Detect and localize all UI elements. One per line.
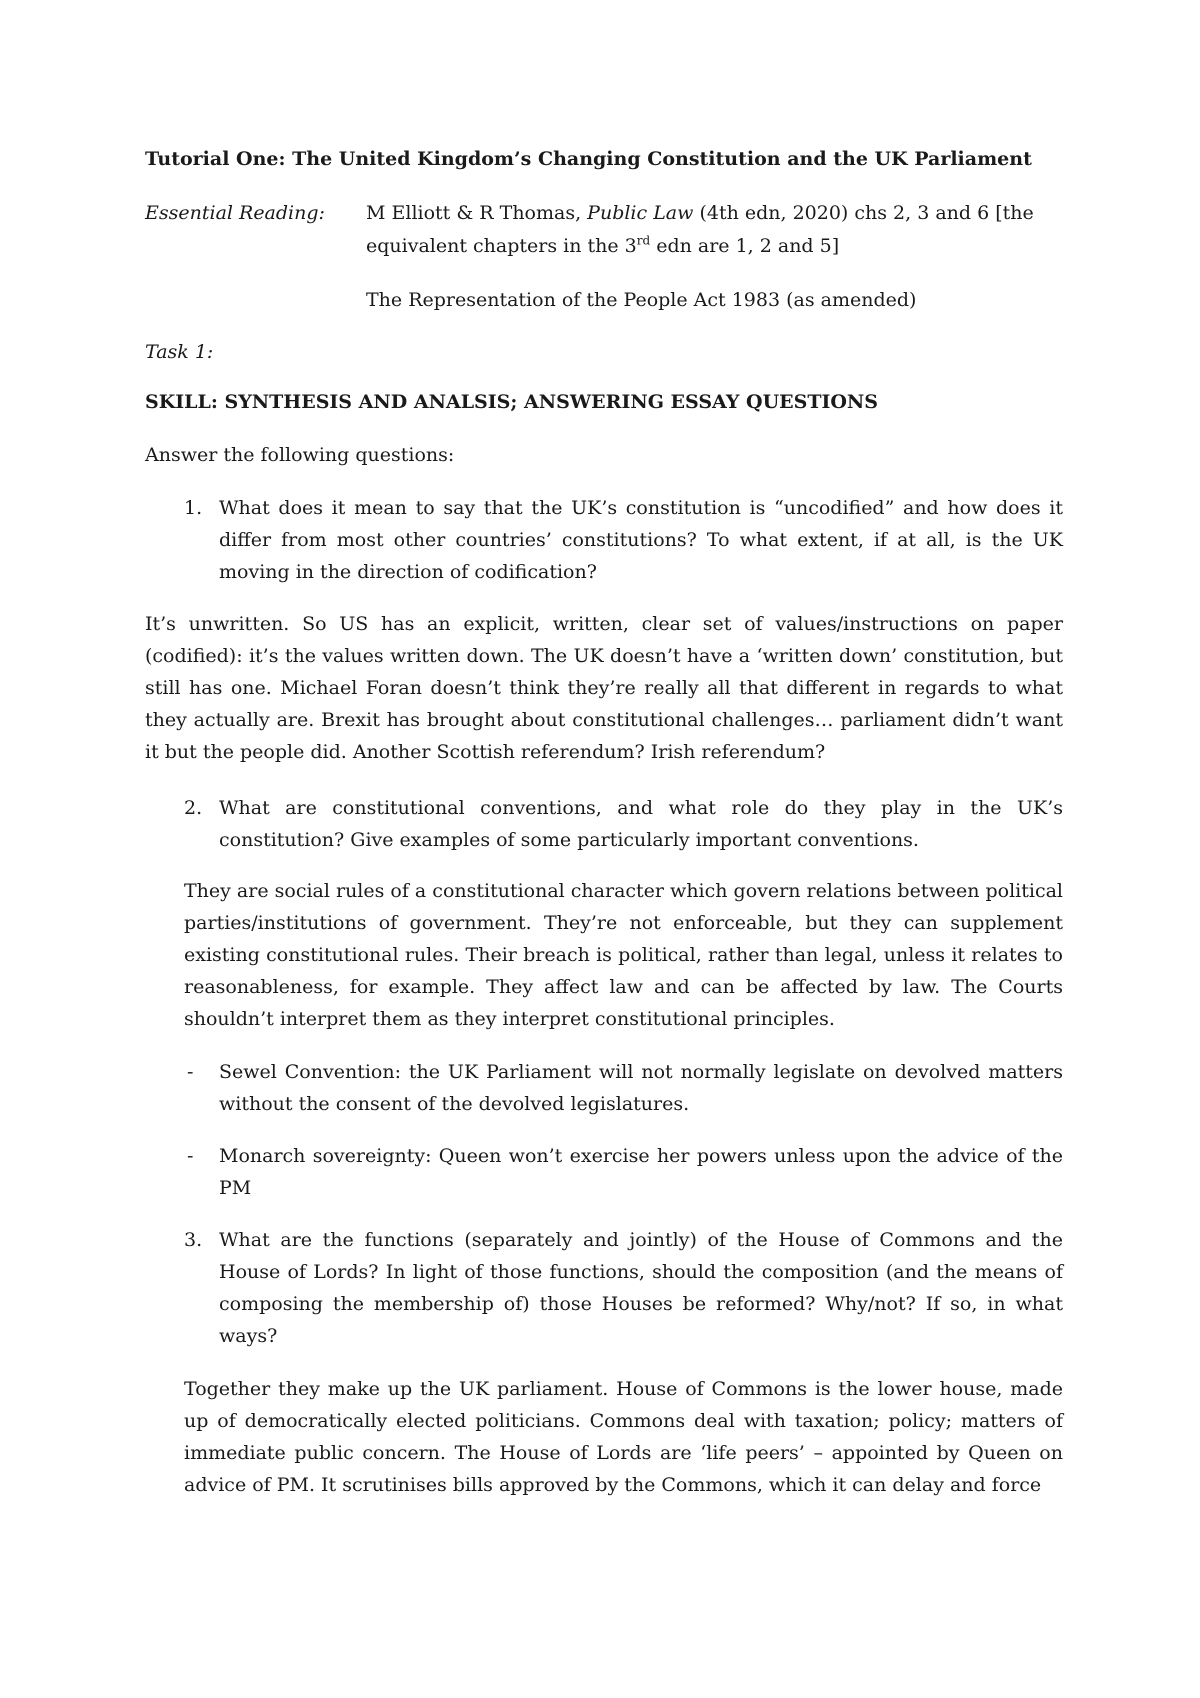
question-3-text: What are the functions (separately and jointly) of the House of Commons and the House of Lords? In light of those functions, should the composition (and the means of composing the membership of) those Houses be reformed? Why/not? If so, in what ways? — [219, 1229, 1063, 1347]
reading-ref-line2-a: equivalent chapters in the 3 — [366, 235, 637, 257]
question-2-number: 2. — [184, 797, 203, 819]
question-2-text: What are constitutional conventions, and what role do they play in the UK’s constitution? Give examples of some particularly important conventions. — [219, 797, 1063, 851]
answer-2-text: They are social rules of a constitutional character which govern relations between political parties/institutions of government. They’re not enforceable, but they can supplement existing constitutional rules. Their breach is political, rather than legal, unless it relates to reasonableness, for example. They affect law and can be affected by law. The Courts shouldn’t interpret them as they interpret constitutional principles. — [184, 880, 1063, 1030]
task-label: Task 1: — [145, 341, 214, 363]
reading-ref-sup: rd — [636, 233, 651, 248]
question-1-text: What does it mean to say that the UK’s constitution is “uncodified” and how does it differ from most other countries’ constitutions? To what extent, if at all, is the UK moving in the direction of codification? — [219, 497, 1063, 583]
reading-act: The Representation of the People Act 1983 (as amended) — [366, 289, 917, 311]
reading-ref-suffix: (4th edn, 2020) chs 2, 3 and 6 [the — [693, 202, 1034, 224]
reading-ref-prefix: M Elliott & R Thomas, — [366, 202, 588, 224]
reading-ref-line2-b: edn are 1, 2 and 5] — [650, 235, 840, 257]
bullet-2-marker: - — [187, 1145, 194, 1167]
bullet-1-text: Sewel Convention: the UK Parliament will not normally legislate on devolved matters without the consent of the devolved legislatures. — [219, 1061, 1063, 1115]
reading-ref-book: Public Law — [587, 202, 694, 224]
skill-heading: SKILL: SYNTHESIS AND ANALSIS; ANSWERING ESSAY QUESTIONS — [145, 391, 879, 413]
answer-3-text: Together they make up the UK parliament. House of Commons is the lower house, made up of democratically elected politicians. Commons deal with taxation; policy; matters of immediate public concern. The House of Lords are ‘life peers’ – appointed by Queen on advice of PM. It scrutinises bills approved by the Commons, which it can delay and force — [184, 1378, 1063, 1496]
bullet-1-marker: - — [187, 1061, 194, 1083]
reading-reference-line-1 — [366, 202, 1034, 224]
tutorial-title: Tutorial One: The United Kingdom’s Changing Constitution and the UK Parliament — [145, 148, 1032, 170]
essential-reading-label: Essential Reading: — [145, 202, 325, 224]
intro-text: Answer the following questions: — [145, 444, 455, 466]
reading-reference-line-2 — [366, 235, 839, 257]
answer-1-text: It’s unwritten. So US has an explicit, written, clear set of values/instructions on paper (codified): it’s the values written down. The UK doesn’t have a ‘written down’ constitution, but still has one. Michael Foran doesn’t think they’re really all that different in regards to what they actually are. Brexit has brought about constitutional challenges… parliament didn’t want it but the people did. Another Scottish referendum? Irish referendum? — [145, 613, 1063, 763]
bullet-2-text: Monarch sovereignty: Queen won’t exercise her powers unless upon the advice of the PM — [219, 1145, 1063, 1199]
question-3-number: 3. — [184, 1229, 203, 1251]
question-1-number: 1. — [184, 497, 203, 519]
